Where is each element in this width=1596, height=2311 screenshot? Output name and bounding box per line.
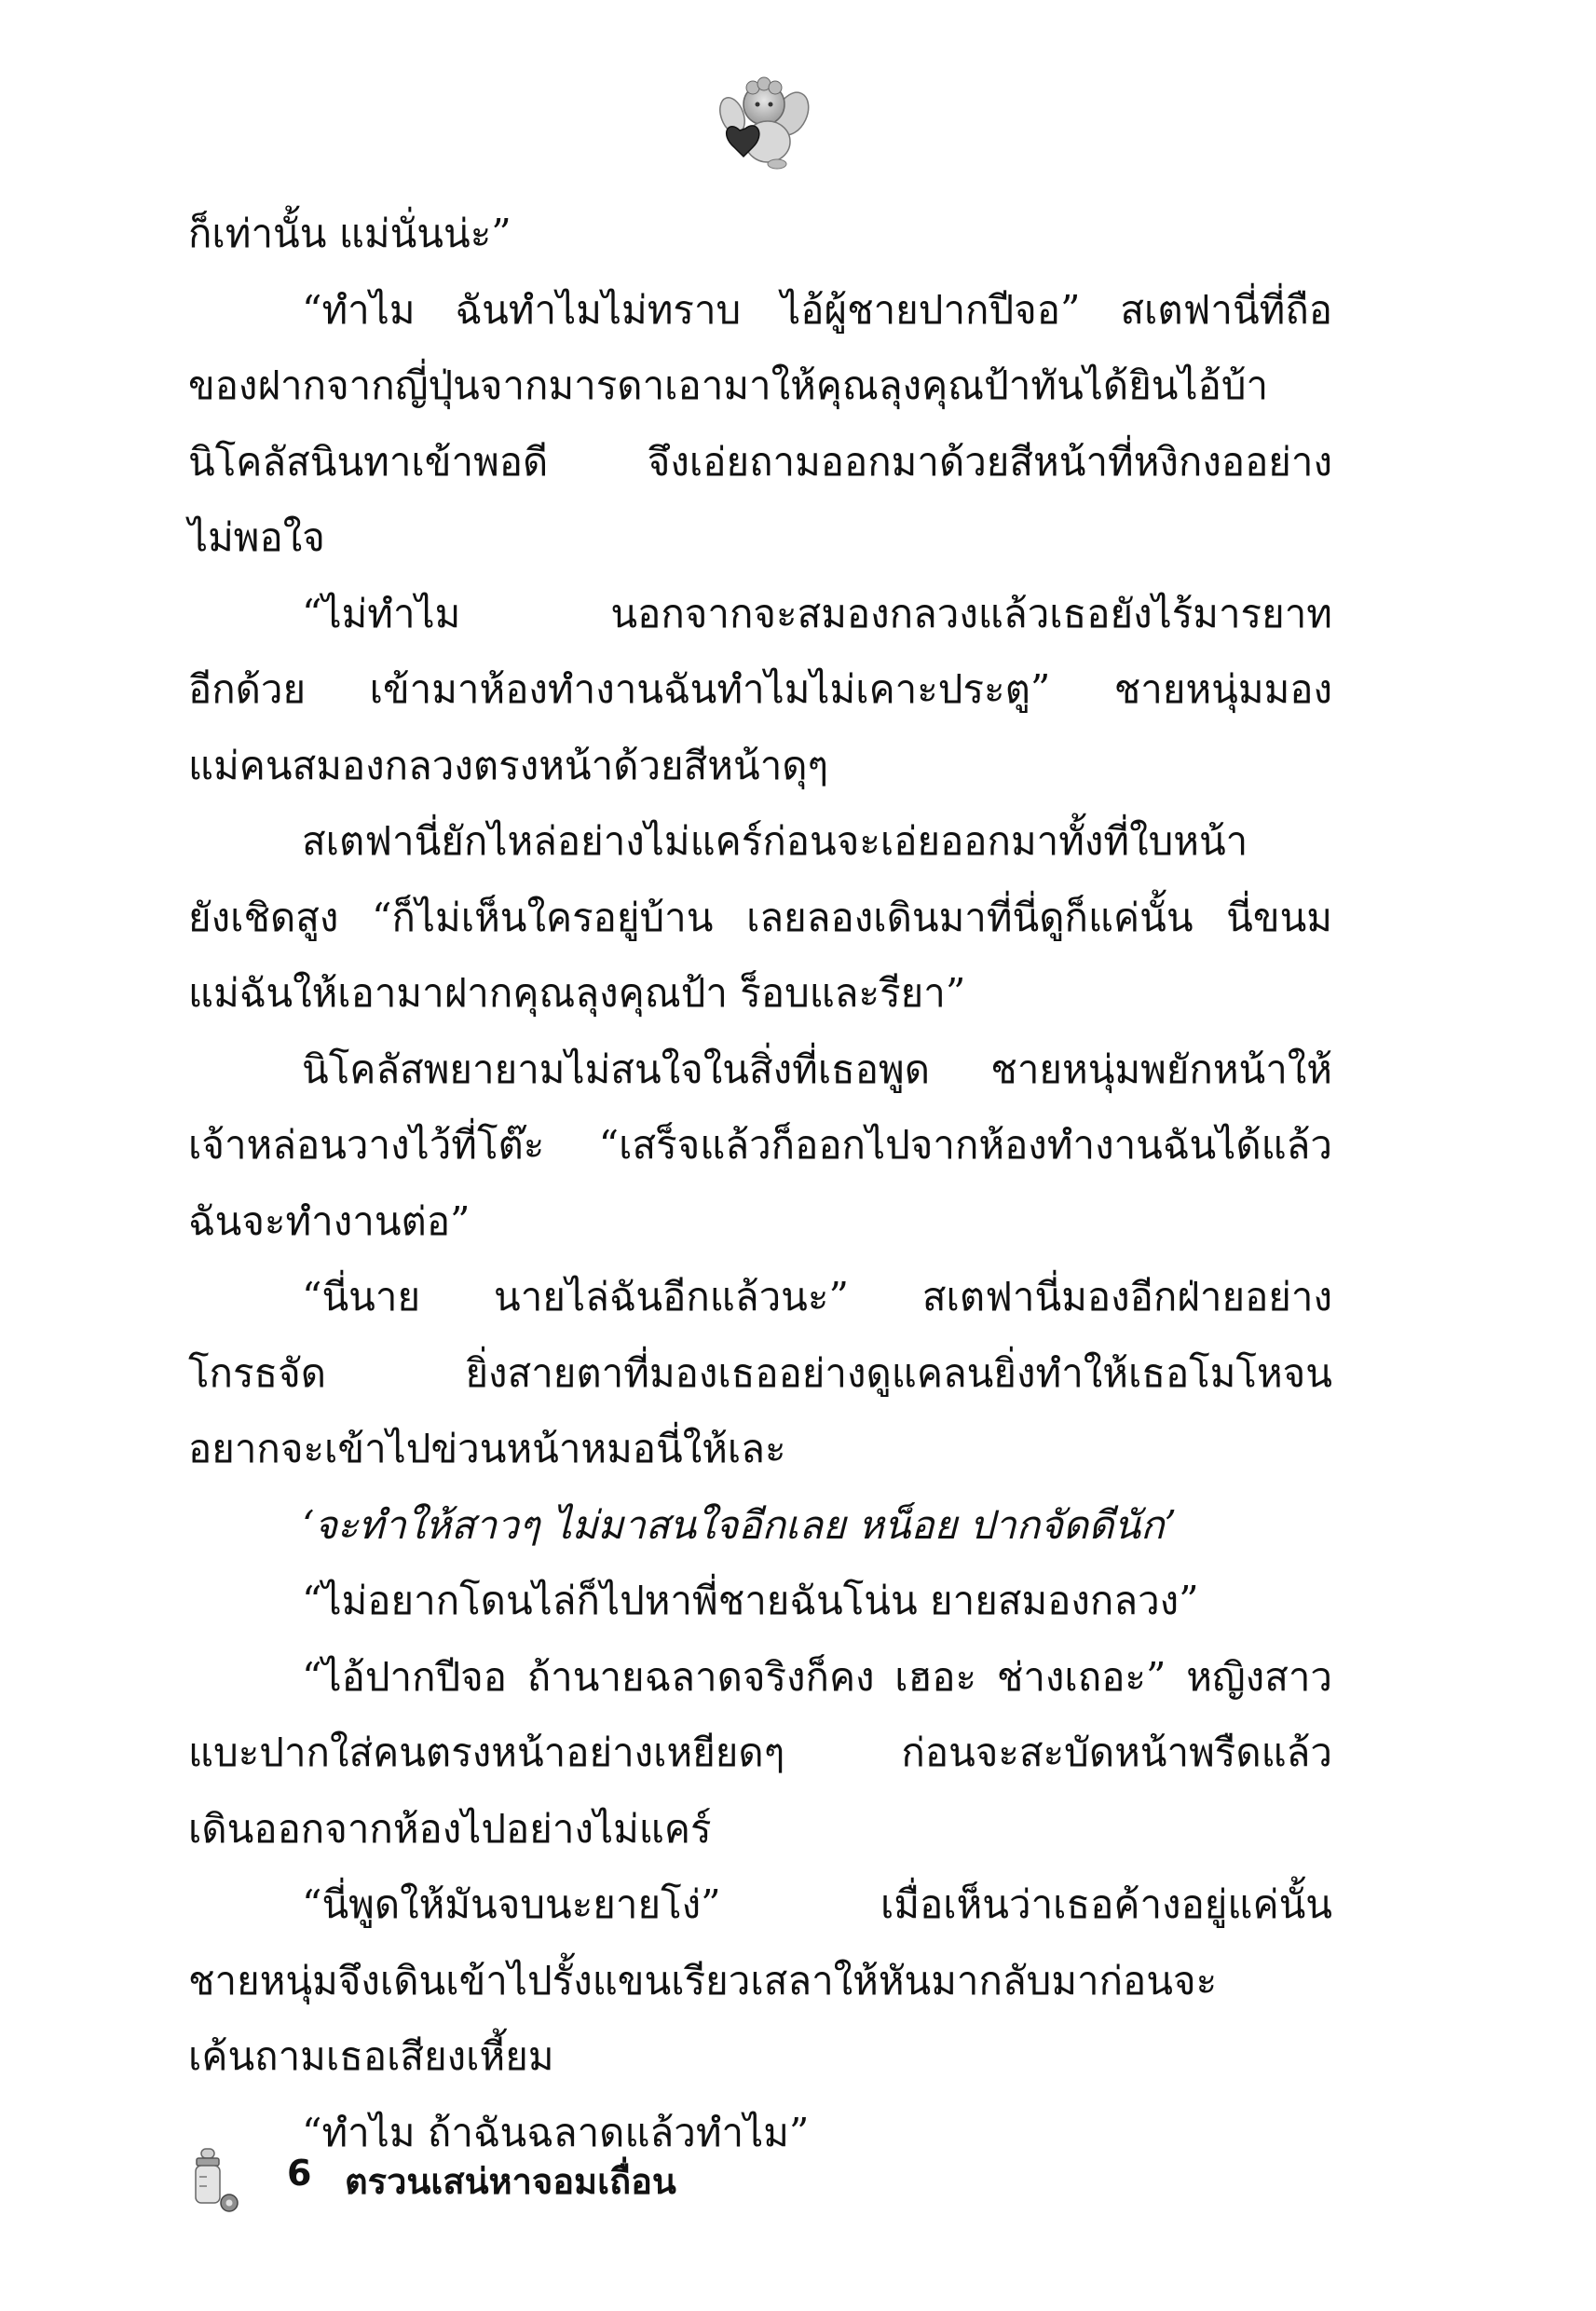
text-line: “นี่พูดให้มันจบนะยายโง่” เมื่อเห็นว่าเธอค้างอยู่แค่นั้น [302, 1881, 1332, 1927]
text-line-thought: ‘จะทำให้สาวๆ ไม่มาสนใจอีกเลย หน็อย ปากจัดดีนัก’ [302, 1501, 1177, 1548]
text-line: อีกด้วย เข้ามาห้องทำงานฉันทำไมไม่เคาะประตู” ชายหนุ่มมอง [188, 666, 1332, 712]
cupid-holding-heart-icon [712, 73, 814, 175]
text-line: “ไม่ทำไม นอกจากจะสมองกลวงแล้วเธอยังไร้มารยาท [302, 590, 1332, 636]
text-line: แบะปากใส่คนตรงหน้าอย่างเหยียดๆ ก่อนจะสะบัดหน้าพรืดแล้ว [188, 1730, 1332, 1775]
text-line: นิโคลัสพยายามไม่สนใจในสิ่งที่เธอพูด ชายหนุ่มพยักหน้าให้ [302, 1046, 1332, 1092]
text-line: ไม่พอใจ [188, 514, 325, 560]
text-line: “ไอ้ปากปีจอ ถ้านายฉลาดจริงก็คง เฮอะ ช่างเถอะ” หญิงสาว [302, 1653, 1332, 1700]
page-number: 6 [287, 2153, 312, 2194]
body-text [188, 196, 1332, 2170]
text-line: แม่ฉันให้เอามาฝากคุณลุงคุณป้า ร็อบและรียา” [188, 970, 966, 1016]
text-line: เจ้าหล่อนวางไว้ที่โต๊ะ “เสร็จแล้วก็ออกไปจากห้องทำงานฉันได้แล้ว [188, 1122, 1332, 1168]
baby-bottle-icon [188, 2147, 244, 2214]
text-line: เดินออกจากห้องไปอย่างไม่แคร์ [188, 1805, 712, 1852]
text-line: ฉันจะทำงานต่อ” [188, 1197, 471, 1244]
text-line: อยากจะเข้าไปข่วนหน้าหมอนี่ให้เละ [188, 1426, 786, 1471]
text-line: โกรธจัด ยิ่งสายตาที่มองเธออย่างดูแคลนยิ่งทำให้เธอโมโหจน [188, 1349, 1332, 1396]
book-title: ตรวนเสน่หาจอมเถื่อน [345, 2161, 676, 2202]
text-line: เค้นถามเธอเสียงเหี้ยม [188, 2033, 554, 2079]
text-line: ก็เท่านั้น แม่นั่นน่ะ” [188, 211, 512, 256]
text-line: แม่คนสมองกลวงตรงหน้าด้วยสีหน้าดุๆ [188, 742, 829, 788]
text-line: “นี่นาย นายไล่ฉันอีกแล้วนะ” สเตฟานี่มองอีกฝ่ายอย่าง [302, 1274, 1332, 1320]
text-line: “ทำไม ฉันทำไมไม่ทราบ ไอ้ผู้ชายปากปีจอ” สเตฟานี่ที่ถือ [302, 286, 1332, 333]
text-line: สเตฟานี่ยักไหล่อย่างไม่แคร์ก่อนจะเอ่ยออกมาทั้งที่ใบหน้า [302, 818, 1248, 864]
text-line: นิโคลัสนินทาเข้าพอดี จึงเอ่ยถามออกมาด้วยสีหน้าที่หงิกงออย่าง [188, 438, 1332, 485]
text-line: ยังเชิดสูง “ก็ไม่เห็นใครอยู่บ้าน เลยลองเดินมาที่นี่ดูก็แค่นั้น นี่ขนม [188, 894, 1332, 940]
text-line: ของฝากจากญี่ปุ่นจากมารดาเอามาให้คุณลุงคุณป้าทันได้ยินไอ้บ้า [188, 362, 1269, 408]
text-line: ชายหนุ่มจึงเดินเข้าไปรั้งแขนเรียวเสลาให้หันมากลับมาก่อนจะ [188, 1957, 1218, 2003]
text-line: “ไม่อยากโดนไล่ก็ไปหาพี่ชายฉันโน่น ยายสมองกลวง” [302, 1578, 1199, 1623]
text-line: “ทำไม ถ้าฉันฉลาดแล้วทำไม” [302, 2109, 810, 2155]
page-footer [188, 2143, 1027, 2218]
